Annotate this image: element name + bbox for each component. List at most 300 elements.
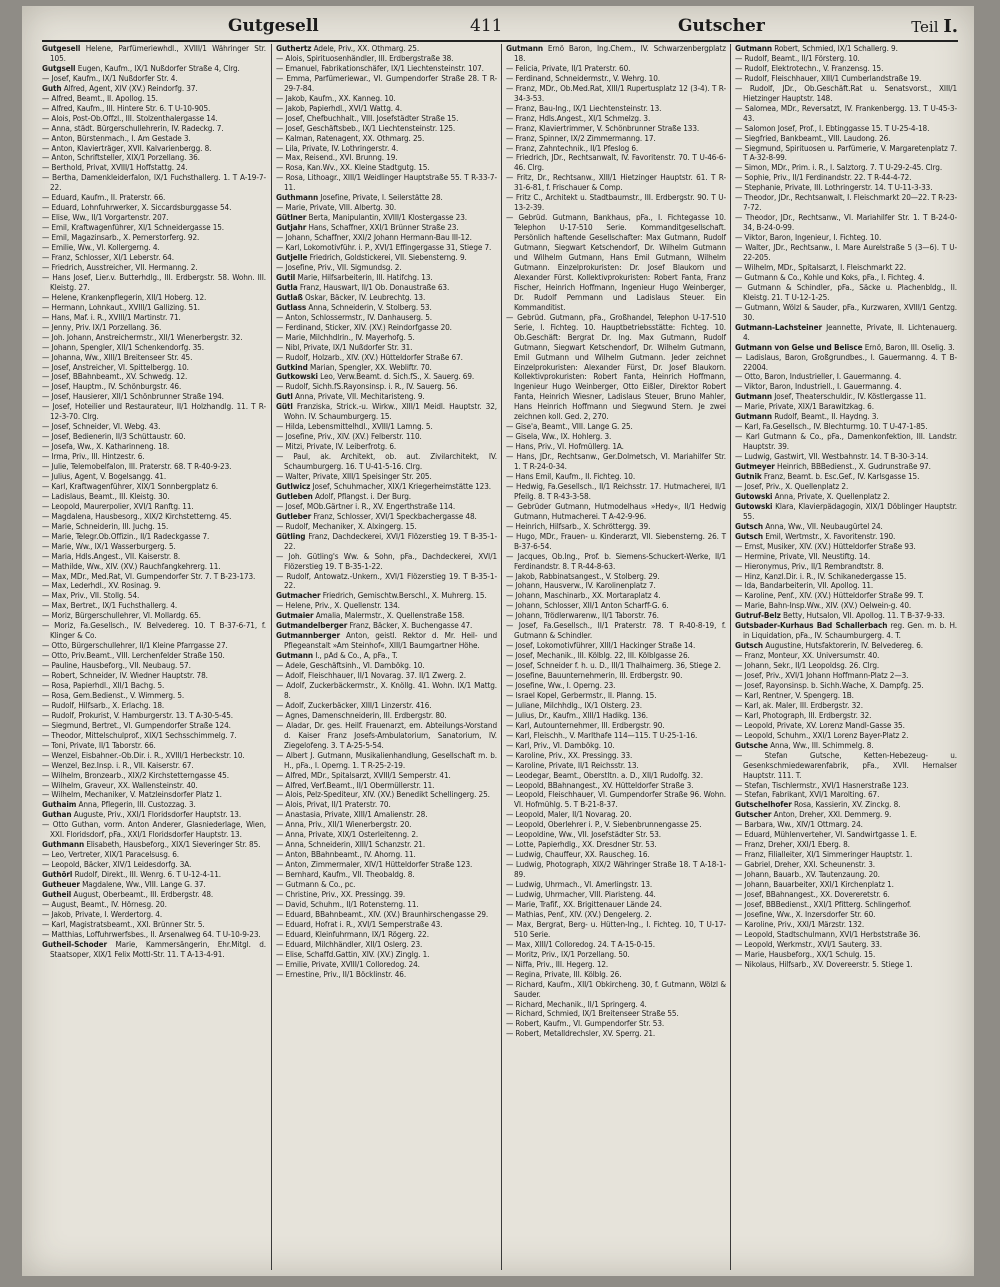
entry-details: — Rudolf, Hilfsarb., X. Erlachg. 18. [42,699,165,710]
entry-details: Josef, Schuhmacher, XIX/1 Kriegerheimstätte 123. [312,480,491,491]
entry-details: — Julie, Telemobelfalon, III. Praterstr. 68. T R-40-9-23. [42,461,232,472]
entry-details: — Siegmund, Spirituosen u. Parfümerie, V. Margaretenplatz 7. T A-32-8-99. [735,142,957,163]
entry-details: — Rudolf, Elektrotechn., V. Franzensg. 15. [735,62,884,73]
entry-details: — Emanuel, Fabrikationschäfer, IX/1 Liechtensteinstr. 107. [276,62,484,73]
entry-details: — Jakob, Kaufm., XX. Kanneg. 10. [276,92,396,103]
entry-details: Augustine, Hutsfaktorerin, IV. Belvedereg. 6. [765,640,924,651]
entry-details: — Franz, Bau-Ing., IX/1 Liechtensteinstr. 13. [506,102,662,113]
entry-surname: Guthaim [42,799,77,810]
entry-details: — Joh. Gütling's Ww. & Sohn, pFa., Dachdeckerei, XVI/1 Flözerstieg 19. T B-35-1-22. [276,550,497,571]
entry-details: — Anna, städt. Bürgerschullehrerin, IV. Radeckg. 7. [42,122,224,133]
entry-details: — Helene, Priv., X. Quellenstr. 134. [276,600,400,611]
entry-details: — Julius, Dr., Kaufm., XIII/1 Hadikg. 136. [506,709,648,720]
entry-details: Franz, Schlosser, XVI/1 Speckbachergasse 48. [313,510,477,521]
entry-surname: Guthmann [42,839,85,850]
entry-details: — Robert, Kaufm., VI. Gumpendorfer Str. 53. [506,1018,665,1029]
entry-details: — Bertha, Damenkleiderfalon, IX/1 Fuchsthallerg. 1. T A-19-7-22. [42,172,266,193]
entry-details: — Rosa, Lithoagr., XIII/1 Weidlinger Hauptstraße 55. T R-33-7-11. [276,172,497,193]
entry-details: — Ludwig, Chauffeur, XX. Rauscheg. 16. [506,849,650,860]
entry-surname: Gutleber [276,510,312,521]
entry-details: Berta, Manipulantin, XVIII/1 Klostergasse 23. [308,212,467,223]
entry-details: — Irma, Priv., III. Hintzestr. 6. [42,451,145,462]
directory-entry [506,621,726,641]
entry-details: — Karoline, Priv., XXI/1 Märzstr. 132. [735,918,865,929]
entry-details: — Otto, Bürgerschullehrer, II/1 Kleine Pfarrgasse 27. [42,640,228,651]
entry-details: Franz, Bäcker, X. Buchengasse 47. [349,620,473,631]
entry-details: — Theodor, JDr., Rechtsanwalt, I. Fleischmarkt 20—22. T R-23-7-72. [735,192,957,213]
entry-details: — Pauline, Hausbeforg., VII. Neubaug. 57. [42,660,191,671]
entry-details: — Wilhelm, Bronzearb., XIX/2 Kirchstetterngasse 45. [42,769,229,780]
directory-entry [276,74,497,94]
entry-details: — Wenzel, Bez.Insp. i. R., VII. Kaiserstr. 67. [42,759,194,770]
entry-details: — Mathilde, Ww., XIV. (XV.) Rauchfangkehrerg. 11. [42,560,221,571]
entry-details: Rosa, Kassierin, XV. Zinckg. 8. [793,799,901,810]
entry-details: — Gisela, Ww., IX. Hohlerg. 3. [506,431,612,442]
entry-surname: Gutruf-Belz [735,610,781,621]
directory-entry [506,860,726,880]
entry-details: — Ernst, Musiker, XIV. (XV.) Hütteldorfer Straße 93. [735,540,916,551]
entry-details: — Josef, Mechanik., III. Kölblg. 22, III. Kölblgasse 26. [506,650,690,661]
entry-surname: Gutil [276,271,296,282]
entry-details: — Wilhelm, Mechaniker, V. Matzleinsdorfer Platz 1. [42,789,222,800]
entry-details: — Anastasia, Private, XIII/1 Amalienstr. 28. [276,809,428,820]
entry-details: Auguste, Priv., XXI/1 Floridsdorfer Hauptstr. 13. [73,809,242,820]
entry-details: — Marie, Trafif., XX. Brigittenauer Lände 24. [506,898,662,909]
entry-details: — Eduard, Milchhändler, XII/1 Oslerg. 23. [276,938,423,949]
entry-details: — Anton, Zimmermaler, XIV/1 Hütteldorfer Straße 123. [276,859,473,870]
entry-surname: Gutscher [735,809,772,820]
entry-details: Anna, Schneiderin, V. Stolberg. 53. [308,301,432,312]
entry-details: — Anton, Schlossermstr., IV. Danhauserg. 5. [276,311,433,322]
entry-details: Anton, geistl. Rektor d. Mr. Heil- und Pflegeanstalt »Am Steinhof«, XIII/1 Baumgartner Höhe. [284,630,497,651]
entry-details: — Fritz, Dr., Rechtsanw., XIII/1 Hietzinger Hauptstr. 61. T R-31-6-81, f. Frischauer & Comp. [506,172,726,193]
entry-details: — Max, Priv., VII. Stollg. 54. [42,590,140,601]
entry-details: — Gise'a, Beamt., VIII. Lange G. 25. [506,421,633,432]
entry-details: — Albert J. Gutmann, Musikalienhandlung, Gesellschaft m. b. H., pFa., I. Operng. 1. T R-25-2-19. [276,749,497,770]
entry-details: — Leo, Vertreter, XIX/1 Paracelsusg. 6. [42,849,179,860]
entry-details: — Karoline, Private, II/1 Reichsstr. 13. [506,759,639,770]
entry-details: — Josefine, Priv., VII. Sigmundsg. 2. [276,261,402,272]
directory-entry [276,452,497,472]
entry-surname: Gutla [276,281,298,292]
entry-details: — Franz, Filialleiter, XI/1 Simmeringer Hauptstr. 1. [735,849,913,860]
entry-details: — Heinrich, Hilfsarb., X. Schröttergg. 39. [506,520,651,531]
entry-surname: Gutschelhofer [735,799,792,810]
directory-entry [735,84,957,104]
page-number: 411 [470,16,503,36]
entry-details: Franz, Hauswart, II/1 Ob. Donaustraße 63. [299,281,450,292]
entry-surname: Gutmann [506,44,543,53]
entry-details: — Johann, Spengler, XII/1 Schenkendorfg. 35. [42,341,204,352]
entry-details: — Bernhard, Kaufm., VII. Theobaldg. 8. [276,869,415,880]
entry-details: reg. Gen. m. b. H. in Liquidation, pFa., IV. Schaumburgerg. 4. T. [743,620,957,641]
entry-details: — Leopold, Schuhm., XXI/1 Lorenz Bayer-Platz 2. [735,729,909,740]
entry-details: — Alois, Privat, II/1 Praterstr. 70. [276,799,391,810]
directory-column-4 [730,44,957,1270]
entry-details: — Alois, Spirituosenhändler, III. Erdbergstraße 38. [276,52,454,63]
entry-details: Anna, Private, X. Quellenplatz 2. [774,490,890,501]
entry-surname: Gutmeyer [735,461,775,472]
entry-surname: Gutheuer [42,879,80,890]
entry-details: — Adolf, Zuckerbäcker, XIII/1 Linzerstr. 416. [276,699,432,710]
entry-surname: Gütlner [276,212,307,223]
entry-details: — Alfred, MDr., Spitalsarzt, XVIII/1 Semperstr. 41. [276,769,451,780]
entry-details: — Max, XIII/1 Colloredog. 24. T A-15-0-15. [506,938,655,949]
entry-details: — Hans Josef, Lier.v. Butterhdlg., III. Erdbergstr. 58. Wohn. III. Kleistg. 27. [42,271,266,292]
entry-details: — Karl, Autounternehmer, III. Erdbergstr. 90. [506,719,665,730]
entry-details: Heinrich, BBBedienst., X. Gudrunstraße 97. [777,461,931,472]
entry-details: Rudolf, Beamt., II. Haydng. 3. [774,411,879,422]
entry-details: — Walter, JDr., Rechtsanw., I. Mare Aurelstraße 5 (3—6). T U-22-205. [735,242,957,263]
entry-details: — Adele, Geschäftsinh., VI. Dambökg. 10. [276,660,425,671]
directory-entry [506,173,726,193]
directory-entry [276,970,497,980]
entry-details: — Salomea, MDr., Reversatzt, IV. Frankenbergg. 13. T U-45-3-43. [735,102,957,123]
entry-details: — Rosa, Papierhdl., XII/1 Bachg. 5. [42,680,165,690]
directory-column-3 [501,44,730,1270]
directory-entry [506,44,726,64]
entry-details: — Max, Bertret., IX/1 Fuchsthallerg. 4. [42,600,178,611]
entry-details: — Rosa, Kan.Wv., XX. Kleine Stadtgutg. 15. [276,162,430,173]
directory-entry [42,44,266,64]
entry-details: — Johann, Bauarb., XV. Tautenzaung. 20. [735,869,880,880]
entry-details: — Alfred, Kaufm., III. Hintere Str. 6. T U-10-905. [42,102,211,113]
entry-details: — Rudolf, Holzarb., XIV. (XV.) Hütteldorfer Straße 67. [276,351,463,362]
entry-details: — Ladislaus, Baron, Großgrundbes., I. Gauermanng. 4. T B-22004. [735,351,957,372]
entry-details: — Josefine, Ww., X. Inzersdorfer Str. 60. [735,908,876,919]
entry-details: — Jacques, Ob.Ing., Prof. b. Siemens-Schuckert-Werke, II/1 Ferdinandstr. 8. T R-44-8-63. [506,550,726,571]
entry-details: Josefine, Private, I. Seilerstätte 28. [320,192,443,203]
entry-details: Marie, Hilfsarbeiterin, III. Hatifchg. 13. [297,271,433,282]
entry-surname: Gutnik [735,470,762,481]
entry-details: — Richard, Mechanik., II/1 Springerg. 4. [506,998,647,1009]
entry-details: — Ernestine, Priv., II/1 Böcklinstr. 46. [276,968,407,979]
entry-surname: Guthertz [276,44,312,53]
entry-details: — Siegmund, Bertret., VI. Gumpendorfer Straße 124. [42,719,231,730]
entry-details: Franz, Beamt. b. Esc.Gef., IV. Karlsgasse 15. [763,470,920,481]
entry-details: — Josef, Hausierer, XII/1 Schönbrunner Straße 194. [42,391,224,402]
entry-surname: Gutlwicz [276,480,311,491]
directory-entry [42,940,266,960]
entry-details: — Franz, Hdls.Angest., XI/1 Schmelzg. 3. [506,112,651,123]
entry-details: I., pAd & Co., A, pFa., T. [315,650,398,661]
entry-surname: Gutmaier [276,610,314,621]
entry-details: — Max, Reisend., XVI. Brunng. 19. [276,152,398,163]
entry-details: — Josefa, Ww., X. Katharinneng. 18. [42,441,170,452]
entry-details: — Franz, Klaviertrimmer, V. Schönbrunner Straße 133. [506,122,700,133]
entry-details: — Josef, Anstreicher, VI. Spittelbergg. 10. [42,361,189,372]
directory-entry [735,621,957,641]
entry-details: — Johanna, Ww., XIII/1 Breitenseer Str. 45. [42,351,193,362]
entry-details: — Marie, Ww., IX/1 Wasserburgerg. 5. [42,540,176,551]
entry-details: — Josef, Kaufm., IX/1 Nußdorfer Str. 4. [42,72,178,83]
entry-details: — Stephanie, Private, III. Lothringerstr. 14. T U-11-3-33. [735,182,933,193]
entry-details: — Fritz C., Architekt u. Stadtbaumstr., III. Erdbergstr. 90. T U-13-2-39. [506,192,726,213]
entry-details: — Anton, Bürstenmach., I. Am Gestade 3. [42,132,191,143]
directory-entry [42,621,266,641]
entry-details: — Josef, MOb.Gärtner i. R., XV. Engerthstraße 114. [276,500,456,511]
directory-columns [42,44,956,1270]
entry-details: — Lotte, Papierhdlg., XX. Dresdner Str. 53. [506,839,657,850]
entry-surname: Gütl [276,401,293,412]
directory-entry [276,532,497,552]
entry-details: — Gutmann & Co., Kohle und Koks, pFa., I. Fichteg. 4. [735,271,925,282]
entry-details: — Kalman, Ratenagent, XX. Othmarg. 25. [276,132,425,143]
entry-details: — Johann, Schaffner, XXI/2 Johann Hermann-Bau III-12. [276,232,472,243]
entry-details: — Ludwig, Gastwirt, VII. Westbahnstr. 14. T B-30-3-14. [735,451,929,462]
directory-entry [276,751,497,771]
entry-details: — Marie, Private, XIX/1 Barawitzkag. 6. [735,401,874,412]
entry-details: Adele, Priv., XX. Othmarg. 25. [313,44,420,53]
entry-details: — Wilhelm, MDr., Spitalsarzt, I. Fleischmarkt 22. [735,261,906,272]
page-header [42,14,960,40]
entry-details: — Josef, Priv., X. Quellenplatz 2. [735,480,849,491]
entry-details: — Josef, BBBedienst., XXI/1 Pfitterg. Schlingerhof. [735,898,912,909]
entry-details: — Mathias, Penf., XIV. (XV.) Dengelerg. 2. [506,908,652,919]
entry-surname: Gutlaß [276,291,303,302]
entry-details: — Johann, Maschinarb., XX. Mortaraplatz 4. [506,590,661,601]
entry-details: — Johann, Bauarbeiter, XXI/1 Kirchenplatz 1. [735,879,894,890]
entry-details: — Helene, Krankenpflegerin, XII/1 Hoberg. 12. [42,291,207,302]
entry-details: — Ludwig, Photograph, XIX/2 Währinger Straße 18. T A-18-1-89. [506,859,726,880]
entry-details: — Anton, BBahnbeamt., IV. Ahorng. 11. [276,849,416,860]
directory-entry [42,173,266,193]
entry-details: August, Oberbeamt., III. Erdbergstr. 48. [73,889,214,900]
entry-details: — Anton, Schriftsteller, XIX/1 Porzellang. 36. [42,152,200,163]
entry-details: — Theodor, Mittelschulprof., XIX/1 Sechsschimmelg. 7. [42,729,237,740]
entry-details: — Ladislaus, Beamt., III. Kleistg. 30. [42,490,170,501]
entry-details: — Josef, Priv., XVI/1 Johann Hoffmann-Platz 2—3. [735,670,909,681]
entry-surname: Gutmann [735,391,772,402]
entry-details: — Josef, Fa.Gesellsch., II/1 Praterstr. 78. T R-40-8-19, f. Gutmann & Schindler. [506,620,726,641]
entry-surname: Gutheil [42,889,72,900]
entry-details: — Marie, Private, VIII. Albertg. 30. [276,202,397,213]
directory-entry [735,104,957,124]
entry-details: — Adolf, Fleischhauer, II/1 Novarag. 37. II/1 Zwerg. 2. [276,670,466,681]
entry-details: — Anna, Priv., XII/1 Wienerbergstr. 20. [276,819,412,830]
entry-details: — Leopold, BBahnangest., XV. Hütteldorfer Straße 3. [506,779,694,790]
directory-entry [735,193,957,213]
entry-details: — Magdalena, Hausbesorg., XIX/2 Kirchstetterng. 45. [42,510,232,521]
entry-surname: Gutheil-Schoder [42,938,108,949]
entry-details: — Otto, Baron, Industrieller, I. Gauermanng. 4. [735,371,902,382]
entry-details: Amalia, Malermstr., X. Quellenstraße 158. [315,610,465,621]
entry-surname: Gutkind [276,361,308,372]
entry-surname: Gutlass [276,301,307,312]
entry-details: — Josef, Lokomotivführer, XIII/1 Hackinger Straße 14. [506,640,696,651]
entry-details: — Berthold, Privat, XVIII/1 Hoffstattg. 24. [42,162,188,173]
entry-surname: Gutmacher [276,590,321,601]
entry-details: — Rudolf, Sichh.fS.Rayonsinsp. i. R., IV. Sauerg. 56. [276,381,458,392]
entry-surname: Gutjahr [276,222,307,233]
directory-entry [506,313,726,422]
entry-details: — August, Beamt., IV. Hörnesg. 20. [42,898,167,909]
entry-details: — Josefine, Priv., XIV. (XV.) Felberstr. 110. [276,431,422,442]
entry-details: — Karl, Rentner, V. Spengerg. 1B. [735,689,854,700]
entry-details: — Alois, Post-Ob.Offzl., III. Stolzenthalergasse 14. [42,112,218,123]
directory-entry [506,1029,726,1039]
entry-details: — Leopold, Oberlehrer i. P., V. Siebenbrunnengasse 25. [506,819,702,830]
entry-details: — Toni, Private, II/1 Taborstr. 66. [42,739,156,750]
entry-details: — Hieronymus, Priv., II/1 Rembrandtstr. 8. [735,560,884,571]
entry-details: — Juliane, Milchhdlg., IX/1 Olsterg. 23. [506,699,642,710]
entry-details: Robert, Schmied, IX/1 Schallerg. 9. [774,44,898,53]
entry-details: — Anna, Private, XIX/1 Osterleitenng. 2. [276,829,419,840]
entry-details: — Eduard, Kaufm., II. Praterstr. 66. [42,192,166,203]
entry-details: — Josef, BBahnangest., XX. Dovereretstr. 6. [735,889,890,900]
entry-details: — Ferdinand, Sticker, XIV. (XV.) Reindorfgasse 20. [276,321,452,332]
entry-surname: Gutmannberger [276,630,340,641]
directory-entry [735,502,957,522]
directory-entry [276,681,497,701]
entry-details: — Alfred, Verf.Beamt., II/1 Obermüllerstr. 11. [276,779,435,790]
directory-entry [506,502,726,522]
entry-details: — Josef, Schneider f. h. u. D., III/1 Thalhaimerg. 36, Stiege 2. [506,660,721,671]
directory-entry [735,751,957,781]
entry-details: — Friedrich, JDr., Rechtsanwalt, IV. Favoritenstr. 70. T U-46-6-46. Clrg. [506,152,726,173]
entry-details: — Karl Gutmann & Co., pFa., Damenkonfektion, III. Landstr. Hauptstr. 39. [735,431,957,452]
entry-details: — Hilda, Lebensmittelhdl., XVIII/1 Lamng. 5. [276,421,433,432]
entry-details: Eugen, Kaufm., IX/1 Nußdorfer Straße 4, Clrg. [77,62,240,73]
entry-details: — Karoline, Penf., XIV. (XV.) Hütteldorfer Straße 99. T. [735,590,924,601]
directory-entry [735,323,957,343]
entry-surname: Gutgsell [42,62,76,73]
entry-details: — Karoline, Priv., XX. Pressingg. 33. [506,749,633,760]
entry-details: Anna, Ww., VII. Neubaugürtel 24. [765,520,883,531]
entry-details: — Karl, Photograph, III. Erdbergstr. 32. [735,709,872,720]
entry-details: — Josef, Hoteilier und Restaurateur, II/1 Holzhandlg. 11. T R-12-3-70. Clrg. [42,401,266,422]
entry-details: — Josefine, Ww., I. Operng. 23. [506,680,616,690]
part-label-text: Teil [911,18,939,36]
entry-details: — Anna, Schneiderin, XIII/1 Schanzstr. 21. [276,839,426,850]
entry-details: — Ludwig, Uhrmacher, VIII. Piaristeng. 44. [506,889,656,900]
entry-details: — Marie, Hausbeforg., XX/1 Schulg. 15. [735,948,876,959]
entry-surname: Gutmann [735,44,772,53]
entry-details: — Emilie, Ww., VI. Kollergerng. 4. [42,242,160,253]
entry-details: — Stefan, Tischlermstr., XVI/1 Hasnerstraße 123. [735,779,909,790]
entry-details: — Sophie, Priv., II/1 Ferdinandstr. 22. T R-44-4-72. [735,172,912,183]
entry-details: — Josef, Geschäftsbeb., IX/1 Liechtensteinstr. 125. [276,122,456,133]
entry-details: — Leodegar, Beamt., Oberstltn. a. D., XII/1 Rudolfg. 32. [506,769,703,780]
entry-details: — Rudolf, Fleischhauer, XIII/1 Cumberlandstraße 19. [735,72,922,83]
entry-surname: Gutgesell [42,44,81,53]
entry-details: — Eduard, Kleinfuhrmann, IX/1 Rögerg. 22. [276,928,429,939]
directory-entry [506,532,726,552]
entry-details: — Rosa, Gem.Bedienst., V. Wimmerg. 5. [42,689,185,700]
entry-surname: Gutmandelberger [276,620,348,631]
entry-surname: Gutsbader-Kurhaus Bad Schallerbach [735,620,888,631]
entry-details: Betty, Hutsalon, VII. Apollog. 11. T B-37-9-33. [783,610,945,621]
entry-details: — Hinz, Kanzl.Dir. i. R., IV. Schikanedergasse 15. [735,570,907,581]
entry-details: — Simon, MDr., Prim. i. R., I. Salztorg. 7. T U-29-2-45. Clrg. [735,162,943,173]
entry-details: — Niffa, Priv., III. Hegerg. 12. [506,958,609,969]
entry-details: — Salomon Josef, Prof., I. Ebtinggasse 15. T U-25-4-18. [735,122,930,133]
entry-details: — Jakob, Papierhdl., XVI/1 Wattg. 4. [276,102,402,113]
entry-details: — Jakob, Rabbinatsangest., V. Stolberg. 29. [506,570,660,581]
entry-details: — Josef, Chefbuchhalt., VIII. Josefstädter Straße 15. [276,112,459,123]
entry-details: — Leopold, Stadtschulmann, XVI/1 Herbststraße 36. [735,928,921,939]
directory-entry [735,144,957,164]
entry-details: Friedrich, Gemischtw.Berschl., X. Muhrerg. 15. [322,590,487,601]
entry-details: — Hans, Priv., VI. Hofmüllerg. 1A. [506,441,624,452]
entry-details: — Gebrüder Gutmann, Hutmodelhaus »Hedy«, II/1 Hedwig Gutmann, Hutmacherei. T A-42-9-96. [506,500,726,521]
entry-details: Marie, Kammersängerin, Ehr.Mitgl. d. Staatsoper, XIX/1 Felix Mottl-Str. 11. T A-13-4-91. [50,938,266,959]
entry-details: — Theodor, JDr., Rechtsanw., VI. Mariahilfer Str. 1. T B-24-0-34, B-24-0-99. [735,212,957,233]
entry-details: Emil, Wertmstr., X. Favoritenstr. 190. [765,530,896,541]
entry-details: — Karl, ak. Maler, III. Erdbergstr. 32. [735,699,863,710]
entry-details: Ernö, Baron, III. Oselig. 3. [864,341,955,352]
directory-entry [42,820,266,840]
entry-details: — Alfred, Beamt., II. Apollog. 15. [42,92,158,103]
entry-surname: Gutowski [735,500,773,511]
entry-surname: Gutkowski [276,371,318,382]
entry-details: — Moritz, Priv., IX/1 Porzellang. 50. [506,948,630,959]
entry-surname: Gutjelle [276,252,308,263]
entry-surname: Gutsch [735,520,763,531]
entry-details: — Rudolf, Prokurist, V. Hamburgerstr. 13. T A-30-5-45. [42,709,234,720]
entry-details: — Jakob, Private, I. Werdertorg. 4. [42,908,163,919]
directory-entry [735,353,957,373]
directory-page [22,6,974,1276]
entry-details: — Franz, Monteur, XX. Universumstr. 40. [735,650,880,661]
entry-surname: Guthmann [276,192,319,203]
entry-details: — Viktor, Baron, Ingenieur, I. Fichteg. 10. [735,232,882,243]
entry-details: Franziska, Strick.-u. Wirkw., XIII/1 Meidl. Hauptstr. 32, Wohn. IV. Schaumburgerg. 15. [284,401,497,422]
entry-details: — Emil, Kraftwagenführer, XI/1 Schneidergasse 15. [42,222,225,233]
entry-details: — Leopold, Maurerpolier, XVI/1 Ranftg. 11. [42,500,194,511]
entry-details: — Johann, Hausverw., IV. Karolinenplatz 7. [506,580,656,591]
entry-details: — Karl, Priv., VI. Dambökg. 10. [506,739,615,750]
entry-details: Jeannette, Private, II. Lichtenauerg. 4. [743,321,957,342]
entry-details: Ernö Baron, Ing.Chem., IV. Schwarzenbergplatz 18. [514,44,726,63]
directory-entry [506,920,726,940]
directory-entry [506,84,726,104]
entry-details: — Matthias, Loffuhrwerfsbes., II. Arsenalweg 64. T U-10-9-23. [42,928,261,939]
entry-details: — Marie, Bahn-Insp.Ww., XIV. (XV.) Oelwein-g. 40. [735,600,912,611]
entry-surname: Gutowski [735,490,773,501]
entry-details: — Gabriel, Dreher, XXI. Scheunenstr. 3. [735,859,876,870]
entry-details: — Emma, Parfümeriewar., VI. Gumpendorfer Straße 28. T R-29-7-84. [276,72,497,93]
entry-details: Rudolf, Direkt., III. Wenrg. 6. T U-12-4-11. [74,869,221,880]
directory-entry [735,960,957,970]
directory-entry [735,303,957,323]
directory-column-1 [42,44,270,1270]
entry-details: — Nibl, Private, IX/1 Nußdorfer Str. 31. [276,341,413,352]
entry-details: — Mitzi, Private, IV. Leiberfrotg. 6. [276,441,397,452]
directory-entry [735,283,957,303]
entry-surname: Gutl [276,391,293,402]
entry-surname: Guth [42,82,62,93]
entry-details: — Marie, Telegr.Ob.Offizin., II/1 Radeckgasse 7. [42,530,210,541]
entry-details: — Max, Bergrat, Berg- u. Hütten-Ing., I. Fichteg. 10, T U-17-510 Serie. [506,918,726,939]
entry-details: — Karl, Fa.Gesellsch., IV. Blechturmg. 10. T U-47-1-85. [735,421,928,432]
entry-details: — Leopold, Maler, II/1 Novarag. 20. [506,809,632,820]
entry-details: — Elise, Ww., II/1 Vorgartenstr. 207. [42,212,169,223]
entry-details: — Franz, Schlosser, XI/1 Leberstr. 64. [42,252,174,263]
entry-details: — Julius, Agent, V. Bogelsangg. 41. [42,470,167,481]
entry-details: — Richard, Schmied, IX/1 Breitenseer Straße 55. [506,1008,679,1019]
entry-details: — Paul, ak. Architekt, ob. aut. Zivilarchitekt, IV. Schaumburgerg. 16. T U-41-5-16. Clrg. [276,451,497,472]
entry-details: — Josef, Hauptm., IV. Schönburgstr. 46. [42,381,182,392]
entry-details: — Emilie, Private, XVIII/1 Colloredog. 24. [276,958,420,969]
entry-details: — Wilhelm, Graveur, XX. Wallensteinstr. 40. [42,779,198,790]
entry-details: — Karl, Fleischh., V. Marlthafe 114—115. T U-25-1-16. [506,729,698,740]
entry-details: — Lila, Private, IV. Lothringerstr. 4. [276,142,399,153]
entry-details: Klara, Klavierpädagogin, XIX/1 Döblinger Hauptstr. 55. [743,500,957,521]
entry-details: — Leopold, Werkmstr., XVI/1 Sauterg. 33. [735,938,882,949]
entry-details: — Gebrüd. Gutmann, pFa., Großhandel, Telephon U-17-510 Serie, I. Fichteg. 10. Hauptbetriebsstätte: Fichteg. 10. Ob.Geschäft: Bergrat Dr. Ing. Max Gutmann, Rudolf Gutmann, Siegwart Ketschendorf, Dr. Wilhelm Gutmann, Emil Gutmann und Wilhelm Gutmann. Jeder zeichnet Einzelprokuristen: Alexander Fürst, Dr. Josef Blaukorn. Kollektivprokuristen: Robert Fanta, Heinrich Hoffmann, Ingenieur Hugo Weinberger, Otto Eißler, Direktor Robert Fanta, Heinrich Wiesner, Ladislaus Steuer, Bruno Mahler, Hans Heinrich Hoffmann und Siegwund Stern. Je zwei zeichnen koll. Ged. 2, 270. [506,311,726,422]
entry-details: — Franz, MDr., Ob.Med.Rat, XIII/1 Rupertusplatz 12 (3-4). T R-34-3-53. [506,82,726,103]
